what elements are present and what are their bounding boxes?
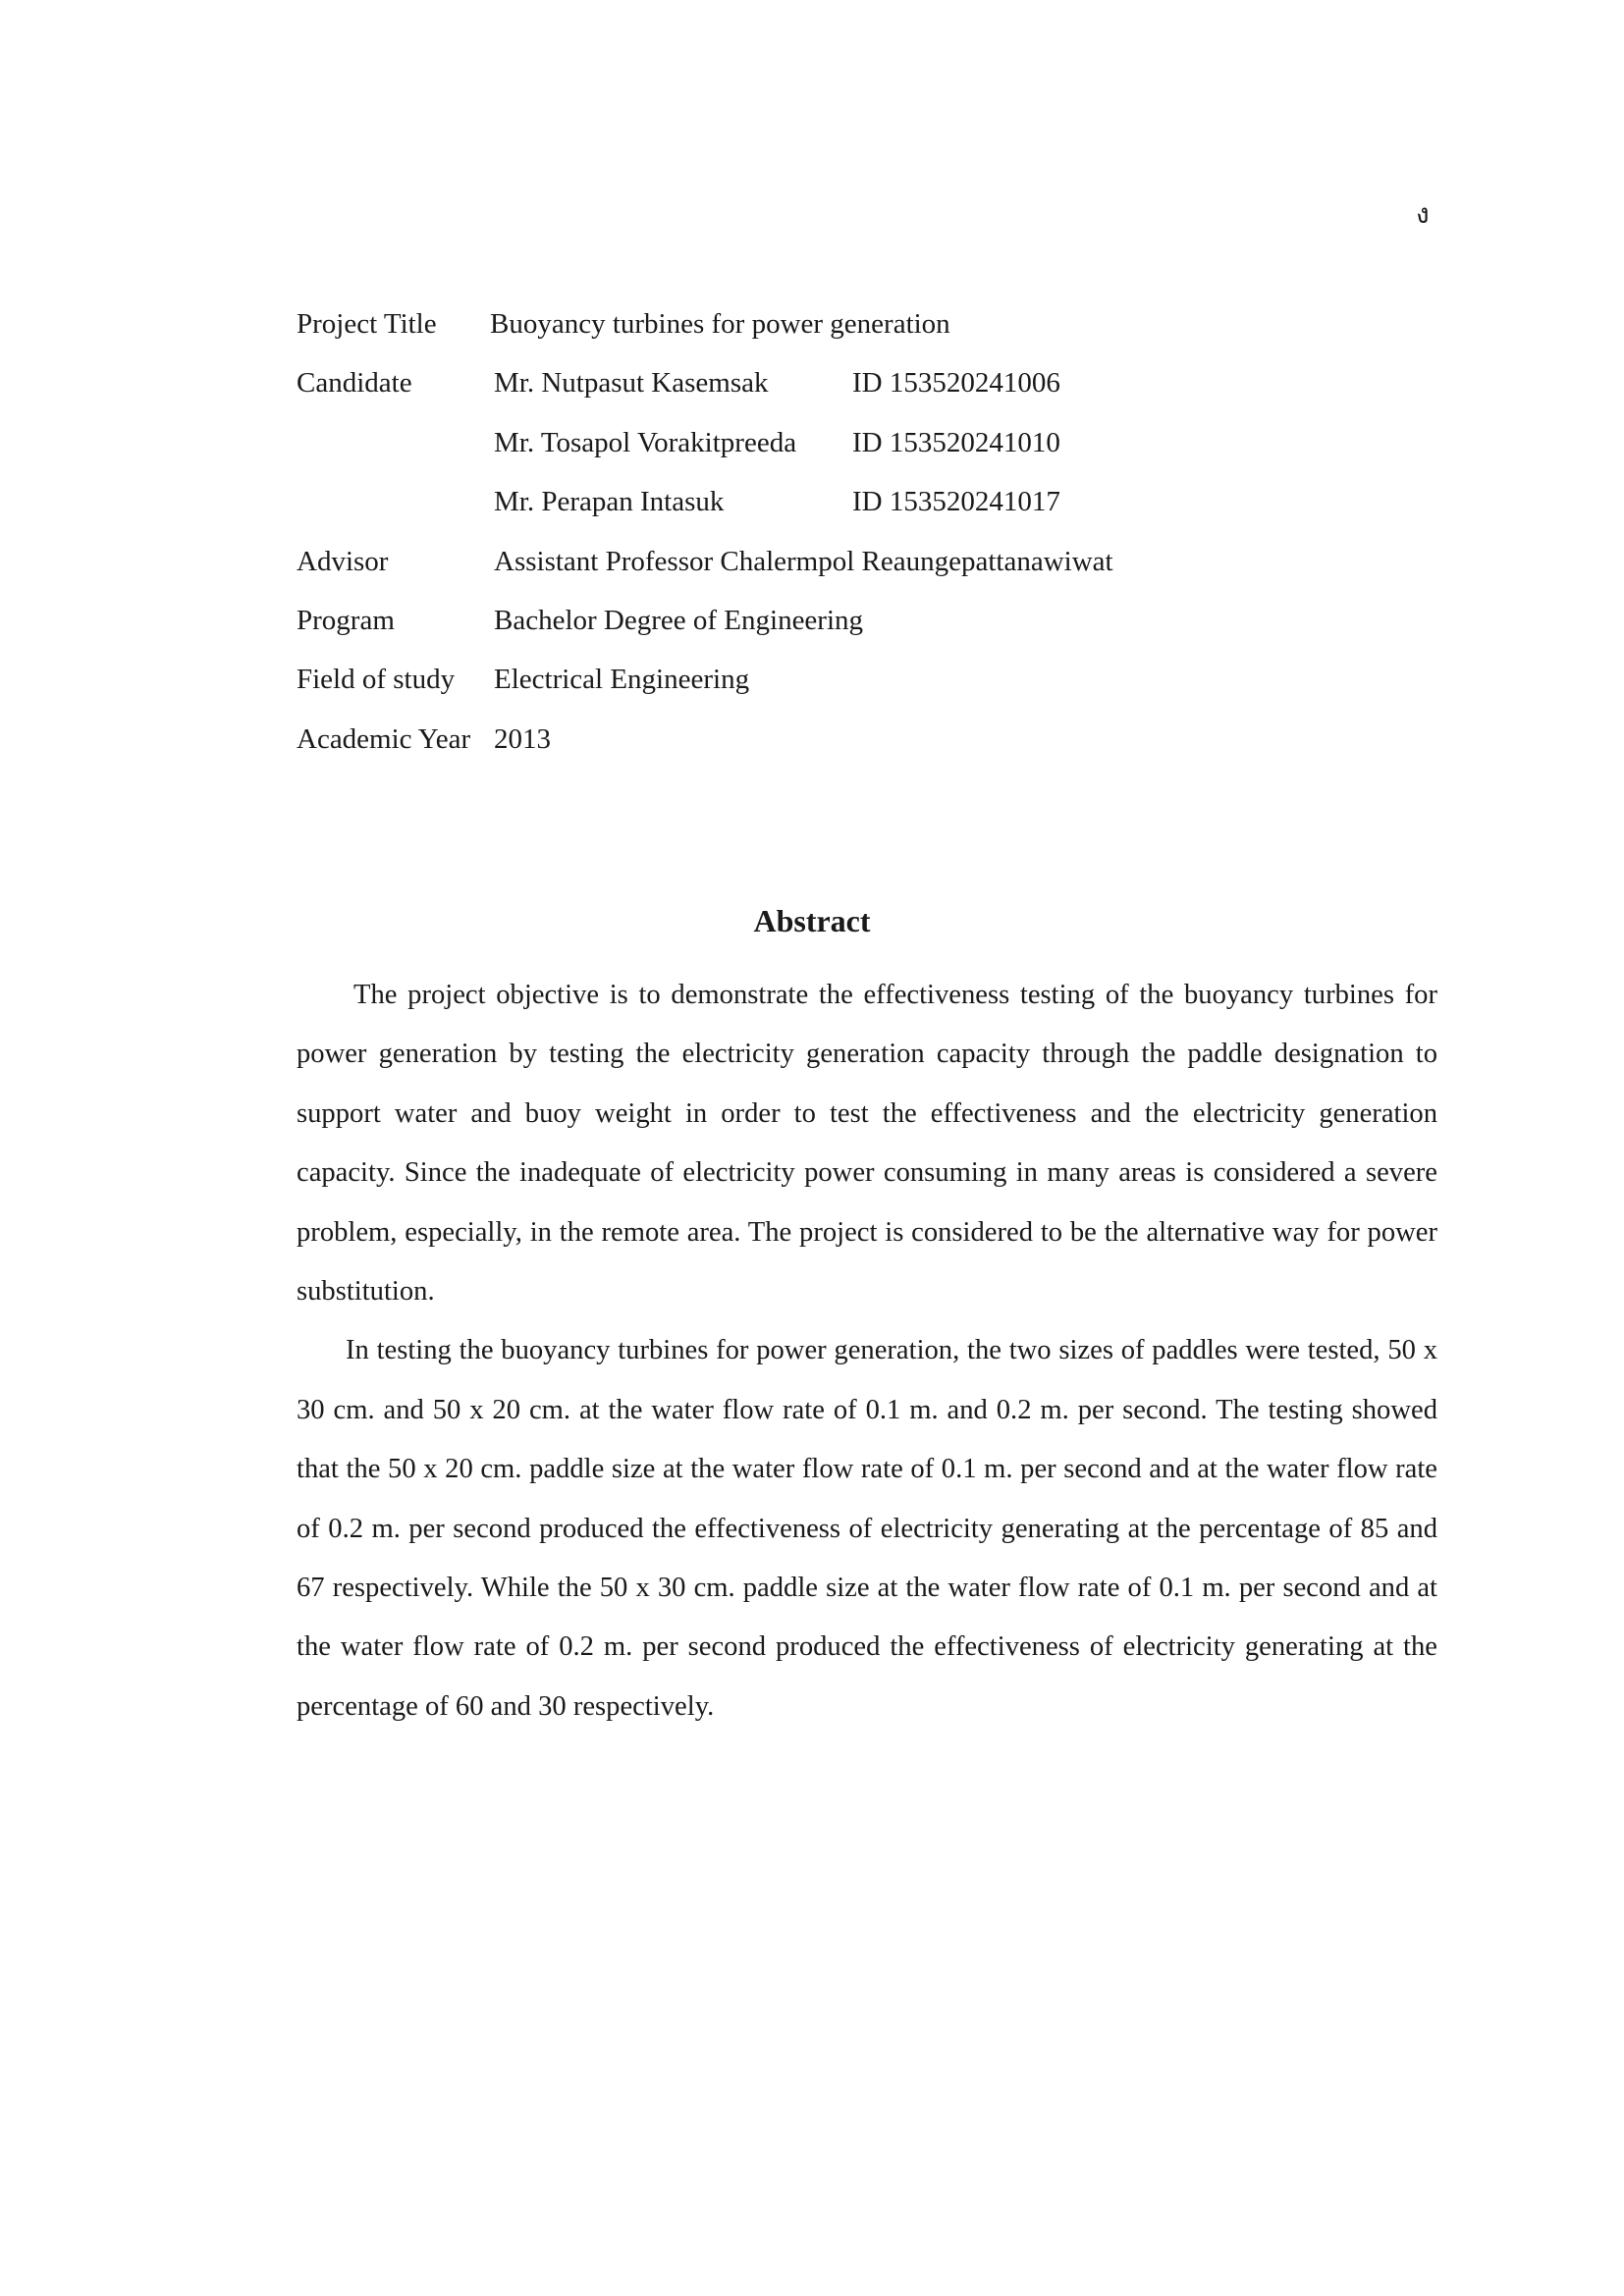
field-of-study-value: Electrical Engineering [494,664,750,696]
candidate-id: ID 153520241010 [852,426,1060,458]
candidate-label: Candidate [297,367,412,400]
abstract-body [297,966,1437,1736]
academic-year-label: Academic Year [297,722,471,755]
candidate-name: Mr. Perapan Intasuk [494,486,725,518]
candidate-id: ID 153520241006 [852,367,1060,400]
field-of-study-label: Field of study [297,664,456,696]
abstract-heading: Abstract [753,903,871,938]
abstract-paragraph: The project objective is to demonstrate the effectiveness testing of the buoyancy turbines for power generation by testing the electricity generation capacity through the paddle designation to support water and buoy weight in order to test the effectiveness and the electricity generation capacity. Since the inadequate of electricity power consuming in many areas is considered a severe problem, especially, in the remote area. The project is considered to be the alternative way for power substitution. [297,980,1437,1308]
program-value: Bachelor Degree of Engineering [494,604,864,636]
project-title-label: Project Title [297,308,437,340]
candidate-name: Mr. Nutpasut Kasemsak [494,367,769,400]
candidate-id: ID 153520241017 [852,486,1060,518]
advisor-value: Assistant Professor Chalermpol Reaungepattanawiwat [494,545,1113,577]
page-number: ง [1416,199,1430,230]
candidate-name: Mr. Tosapol Vorakitpreeda [494,426,797,458]
academic-year-value: 2013 [494,722,551,755]
advisor-label: Advisor [297,545,389,577]
project-title-value: Buoyancy turbines for power generation [490,308,950,340]
program-label: Program [297,604,395,636]
abstract-paragraph: In testing the buoyancy turbines for power generation, the two sizes of paddles were tested, 50 x 30 cm. and 50 x 20 cm. at the water flow rate of 0.1 m. and 0.2 m. per second. The testing showed that the 50 x 20 cm. paddle size at the water flow rate of 0.1 m. per second and at the water flow rate of 0.2 m. per second produced the effectiveness of electricity generating at the percentage of 85 and 67 respectively. While the 50 x 30 cm. paddle size at the water flow rate of 0.1 m. per second and at the water flow rate of 0.2 m. per second produced the effectiveness of electricity generating at the percentage of 60 and 30 respectively. [297,1335,1437,1722]
